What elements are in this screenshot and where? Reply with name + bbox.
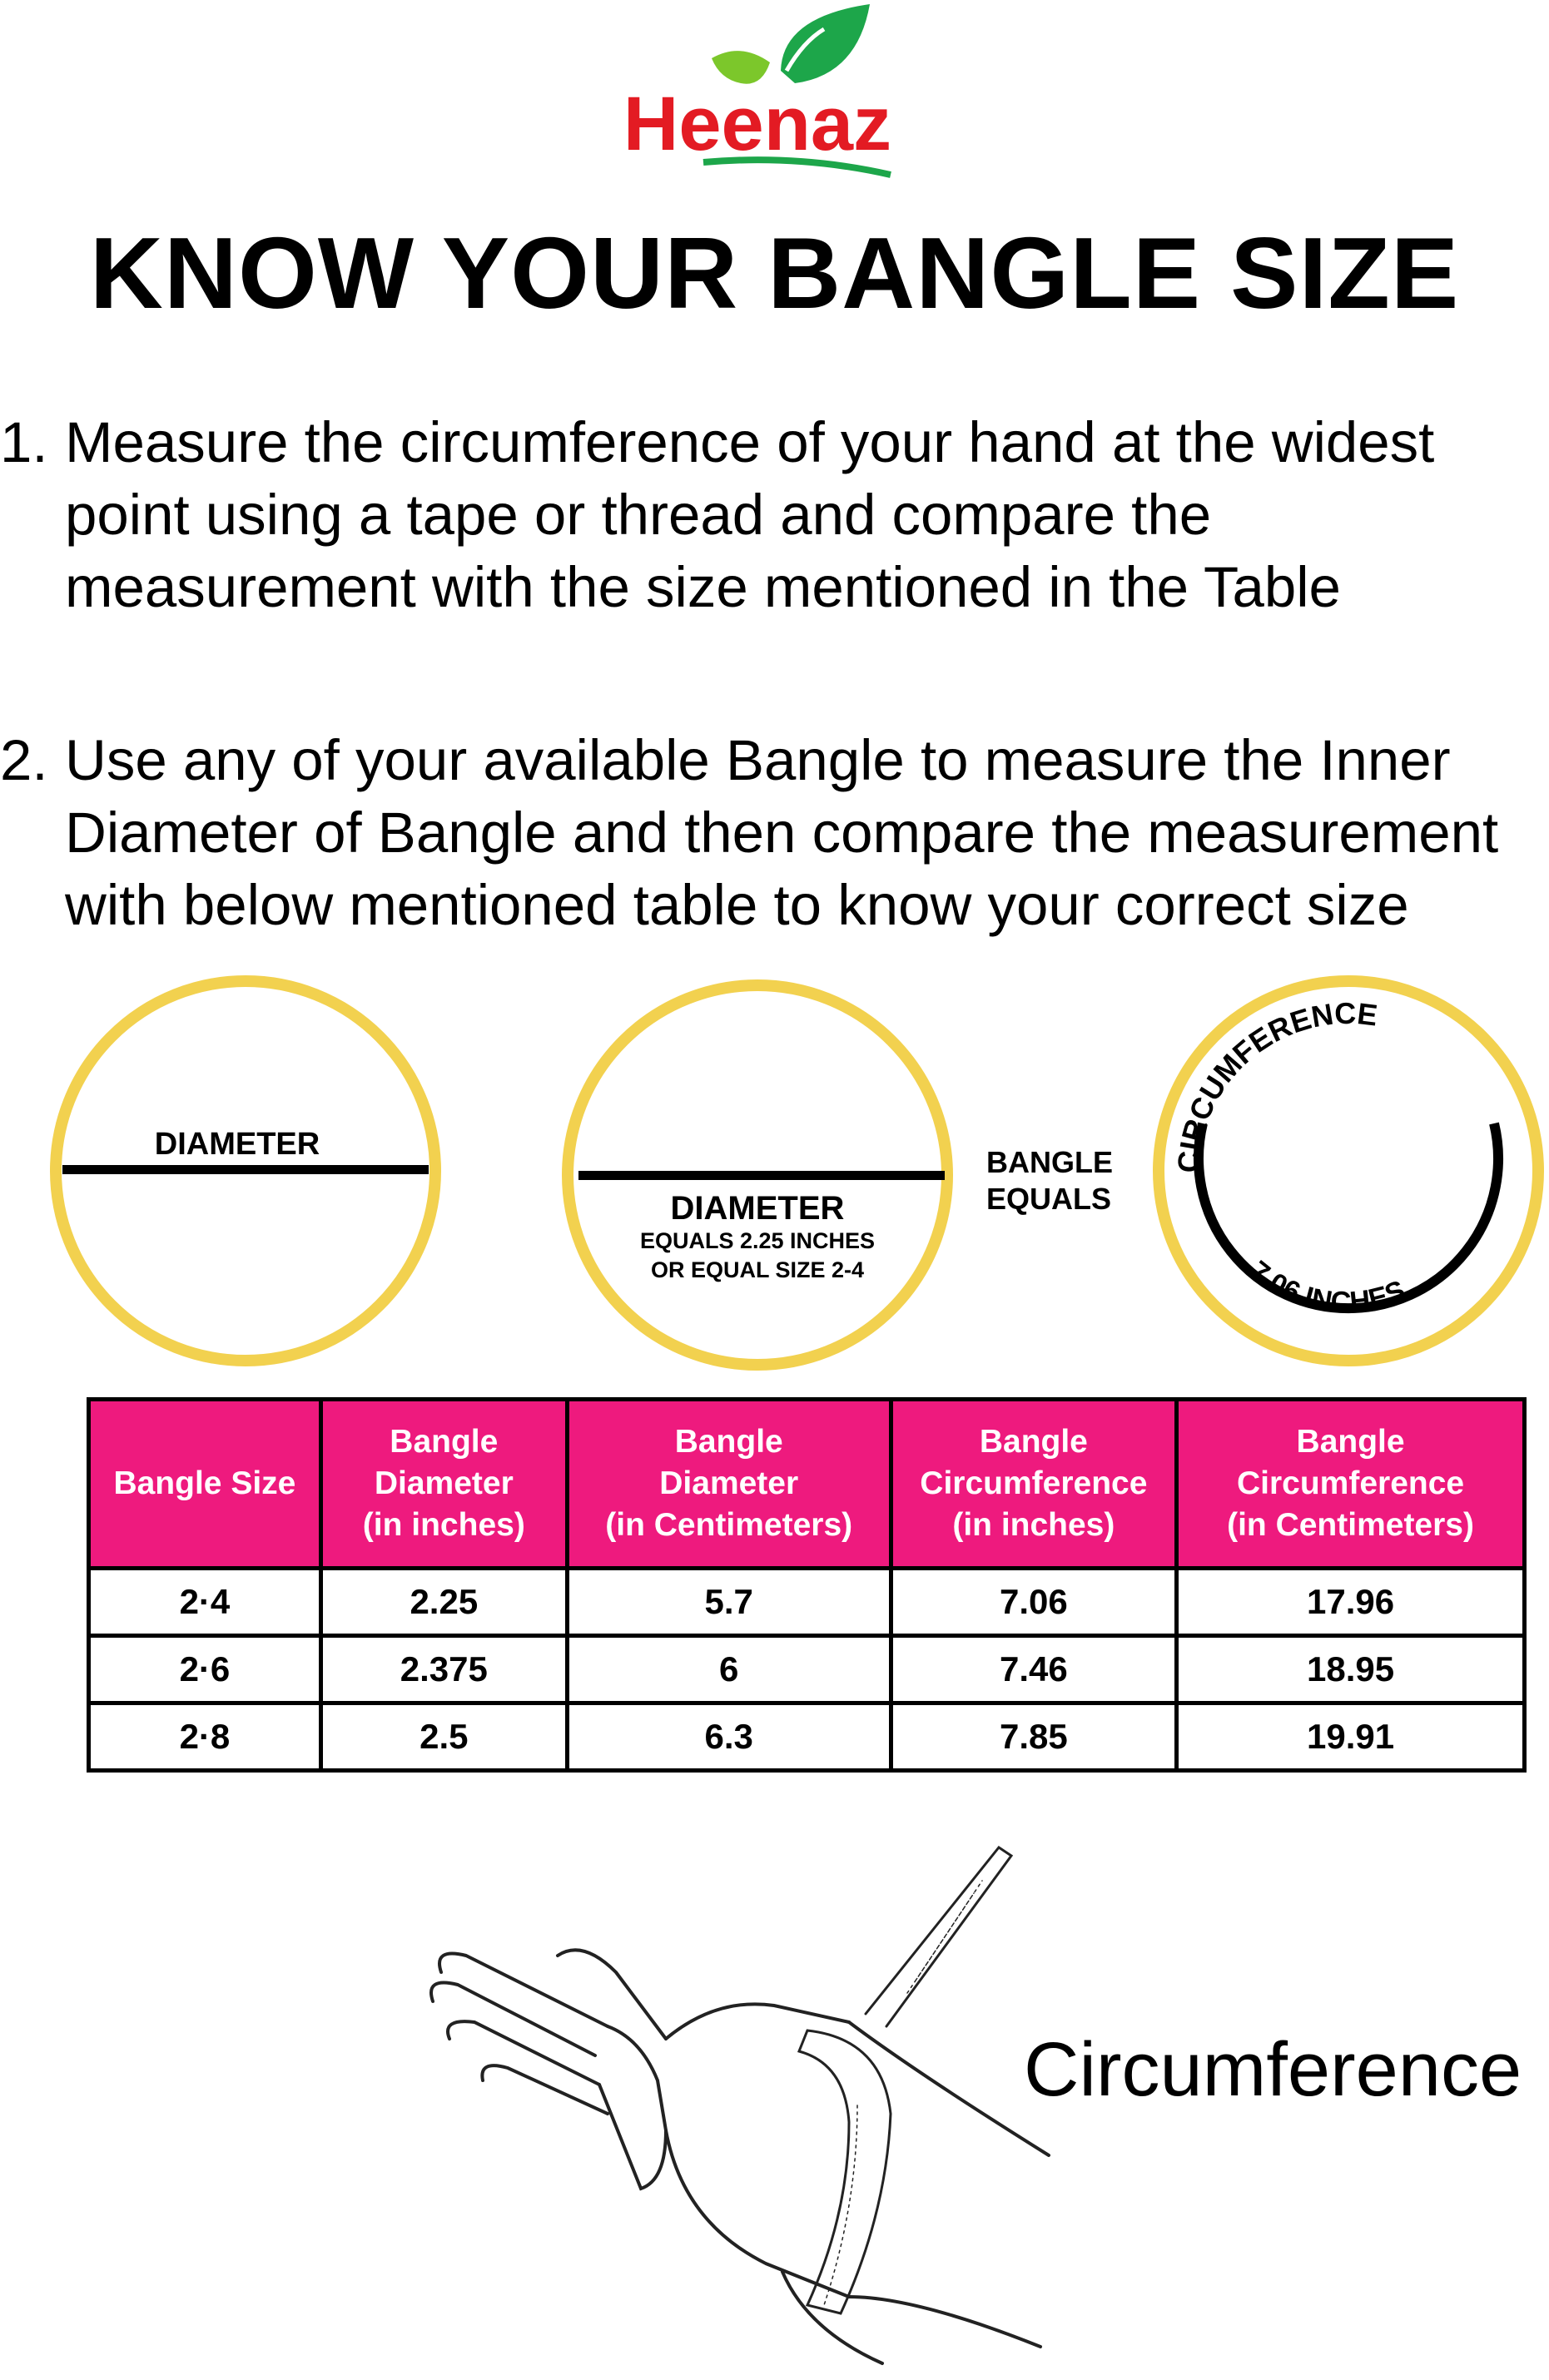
step-line: point using a tape or thread and compare the (65, 483, 1212, 547)
step-number: 1. (0, 410, 48, 474)
table-cell: 7.85 (891, 1703, 1176, 1771)
svg-text:CIRCUMFERENCE (1171, 996, 1380, 1174)
equals-line: EQUALS (986, 1182, 1112, 1216)
circumference-label: Circumference (1024, 2027, 1522, 2112)
bangle-size-table (87, 1397, 1527, 1773)
table-cell: 6 (567, 1636, 891, 1703)
header-line: (in Centimeters) (605, 1507, 853, 1543)
bangle2-sub2: OR EQUAL SIZE 2-4 (650, 1257, 865, 1282)
table-cell: 2·6 (89, 1636, 321, 1703)
header-line: Circumference (1236, 1465, 1465, 1501)
table-cell: 2·8 (89, 1703, 321, 1771)
header-line: Bangle (979, 1424, 1088, 1460)
table-row (89, 1703, 1525, 1771)
table-row (89, 1569, 1525, 1636)
table-cell: 17.96 (1177, 1569, 1525, 1636)
header-circumference-inches (891, 1400, 1176, 1569)
table-cell: 2.25 (320, 1569, 567, 1636)
header-line: Bangle (1296, 1424, 1405, 1460)
step-line: Diameter of Bangle and then compare the measurement (65, 801, 1499, 865)
table-cell: 6.3 (567, 1703, 891, 1771)
header-line: Bangle (390, 1424, 499, 1460)
table-cell: 7.46 (891, 1636, 1176, 1703)
heenaz-logo (616, 0, 899, 183)
step-line: Use any of your available Bangle to measure the Inner (65, 728, 1451, 792)
header-line: Bangle Size (113, 1465, 296, 1501)
header-line: Bangle (674, 1424, 783, 1460)
step-line: with below mentioned table to know your correct size (65, 873, 1409, 937)
table-row (89, 1636, 1525, 1703)
table-cell: 7.06 (891, 1569, 1176, 1636)
step-line: measurement with the size mentioned in the Table (65, 555, 1341, 619)
bangle2-sub1: EQUALS 2.25 INCHES (639, 1228, 876, 1253)
header-line: Diameter (374, 1465, 514, 1501)
header-diameter-cm (567, 1400, 891, 1569)
header-line: Diameter (659, 1465, 799, 1501)
header-diameter-inches (320, 1400, 567, 1569)
table-cell: 2.5 (320, 1703, 567, 1771)
table-cell: 18.95 (1177, 1636, 1525, 1703)
bangle-diagram (0, 957, 1549, 1390)
bangle-2 (568, 985, 947, 1365)
bangle2-label: DIAMETER (670, 1190, 845, 1227)
bangle-1 (56, 981, 435, 1361)
header-line: Circumference (920, 1465, 1148, 1501)
bangle3-top-label: CIRCUMFERENCE (1170, 995, 1380, 1174)
bangle3-bottom-label: 7.06 INCHES (1244, 1254, 1410, 1318)
table-cell: 19.91 (1177, 1703, 1525, 1771)
measuring-tape (799, 1847, 1011, 2313)
table-cell: 2·4 (89, 1569, 321, 1636)
header-line: (in inches) (362, 1507, 525, 1543)
header-circumference-cm (1177, 1400, 1525, 1569)
svg-text:Heenaz: Heenaz (623, 82, 892, 166)
bangle-3 (1159, 981, 1538, 1361)
step-number: 2. (0, 728, 48, 792)
header-line: (in inches) (952, 1507, 1115, 1543)
equals-line: BANGLE (986, 1145, 1113, 1179)
page-title: KNOW YOUR BANGLE SIZE (89, 216, 1460, 330)
bangle1-label: DIAMETER (154, 1127, 320, 1162)
header-bangle-size (89, 1400, 321, 1569)
svg-text:7.06 INCHES (1244, 1255, 1409, 1318)
table-header-row (89, 1400, 1525, 1569)
table-cell: 2.375 (320, 1636, 567, 1703)
table-cell: 5.7 (567, 1569, 891, 1636)
step-line: Measure the circumference of your hand at the widest (65, 410, 1435, 474)
bangle-equals-text (986, 1144, 1113, 1217)
header-line: (in Centimeters) (1227, 1507, 1474, 1543)
